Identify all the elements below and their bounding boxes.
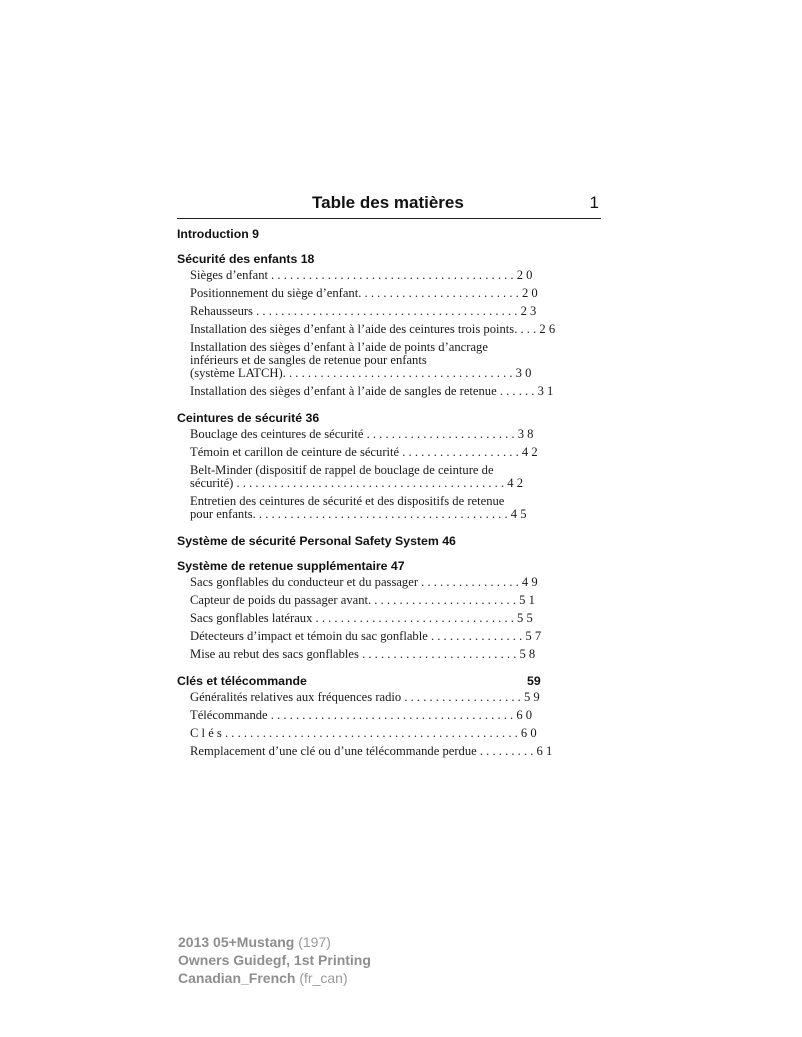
toc-entry[interactable] [190, 321, 627, 339]
footer-line-1 [178, 933, 371, 951]
toc-entry[interactable] [190, 285, 627, 303]
toc-entry-line: Capteur de poids du passager avant. . . . . . . . . . . . . . . . . . . . . . . . 5 1 [190, 593, 535, 607]
toc-section-heading[interactable] [177, 673, 627, 689]
footer-model: 2013 05+Mustang [178, 934, 295, 950]
toc-entry-line: Remplacement d’une clé ou d’une télécommande perdue . . . . . . . . . 6 1 [190, 744, 553, 758]
toc-entry[interactable] [190, 267, 627, 285]
section-title: Système de sécurité Personal Safety System 46 [177, 534, 456, 548]
footer-line-3 [178, 969, 371, 987]
toc-entry-line: Sacs gonflables latéraux . . . . . . . . . . . . . . . . . . . . . . . . . . . . . . . . 5 5 [190, 611, 533, 625]
toc-section-heading[interactable] [177, 226, 627, 242]
toc-entry-line: Détecteurs d’impact et témoin du sac gonflable . . . . . . . . . . . . . . . 5 7 [190, 629, 542, 643]
section-title: Introduction 9 [177, 227, 259, 241]
toc-section-heading[interactable] [177, 558, 627, 574]
toc-entry-line: Installation des sièges d’enfant à l’aide de points d’ancrage [190, 340, 488, 354]
toc-entry[interactable] [190, 303, 627, 321]
toc-section-heading[interactable] [177, 410, 627, 426]
toc-entry[interactable] [190, 628, 627, 646]
toc-entry[interactable] [190, 725, 627, 743]
toc-entry-line: C l é s . . . . . . . . . . . . . . . . . . . . . . . . . . . . . . . . . . . . . . . . . . . . . . . 6 0 [190, 726, 537, 740]
footer-line-2 [178, 951, 371, 969]
toc-entry[interactable] [190, 339, 627, 383]
toc-entry-line: inférieurs et de sangles de retenue pour enfants [190, 353, 427, 367]
toc-entry[interactable] [190, 493, 627, 524]
toc-entry[interactable] [190, 383, 627, 401]
toc-entry-line: sécurité) . . . . . . . . . . . . . . . . . . . . . . . . . . . . . . . . . . . . . . . . . . . 4 2 [190, 476, 524, 490]
page-number: 1 [589, 193, 599, 212]
section-title: Système de retenue supplémentaire 47 [177, 559, 405, 573]
toc-entry-line: Témoin et carillon de ceinture de sécurité . . . . . . . . . . . . . . . . . . . 4 2 [190, 445, 538, 459]
toc-entry[interactable] [190, 689, 627, 707]
toc-entry-line: Mise au rebut des sacs gonflables . . . . . . . . . . . . . . . . . . . . . . . . . 5 8 [190, 647, 536, 661]
toc-entry[interactable] [190, 646, 627, 664]
toc-entry-line: Généralités relatives aux fréquences radio . . . . . . . . . . . . . . . . . . . 5 9 [190, 690, 540, 704]
table-of-contents [177, 226, 627, 761]
toc-entry[interactable] [190, 444, 627, 462]
toc-section-heading[interactable] [177, 251, 627, 267]
footer-model-code: (197) [294, 934, 331, 950]
toc-entry[interactable] [190, 462, 627, 493]
toc-entry-line: (système LATCH). . . . . . . . . . . . . . . . . . . . . . . . . . . . . . . . . . . . . 3 0 [190, 366, 532, 380]
toc-entry-line: Bouclage des ceintures de sécurité . . . . . . . . . . . . . . . . . . . . . . . . 3 8 [190, 427, 534, 441]
toc-entry[interactable] [190, 743, 627, 761]
toc-entry[interactable] [190, 574, 627, 592]
toc-entry-line: Installation des sièges d’enfant à l’aide de sangles de retenue . . . . . . 3 1 [190, 384, 554, 398]
toc-entry-line: Rehausseurs . . . . . . . . . . . . . . . . . . . . . . . . . . . . . . . . . . . . . . . . . . 2 3 [190, 304, 537, 318]
toc-entry[interactable] [190, 707, 627, 725]
section-title: Sécurité des enfants 18 [177, 252, 315, 266]
toc-entry[interactable] [190, 610, 627, 628]
toc-entry-line: Télécommande . . . . . . . . . . . . . . . . . . . . . . . . . . . . . . . . . . . . . . . 6 0 [190, 708, 533, 722]
toc-entry-line: Sacs gonflables du conducteur et du passager . . . . . . . . . . . . . . . . 4 9 [190, 575, 538, 589]
section-title: Ceintures de sécurité 36 [177, 411, 320, 425]
section-title: Clés et télécommande [177, 674, 307, 688]
toc-entry[interactable] [190, 592, 627, 610]
toc-entry-line: Belt-Minder (dispositif de rappel de bouclage de ceinture de [190, 463, 494, 477]
page-title: Table des matières [312, 193, 464, 212]
section-page-number: 59 [527, 674, 541, 688]
footer-language: Canadian_French [178, 970, 296, 986]
toc-entry-line: Sièges d’enfant . . . . . . . . . . . . . . . . . . . . . . . . . . . . . . . . . . . . . . . 2 0 [190, 268, 533, 282]
toc-entry-line: Installation des sièges d’enfant à l’aide des ceintures trois points. . . . 2 6 [190, 322, 556, 336]
print-footer [178, 933, 371, 987]
toc-entry[interactable] [190, 426, 627, 444]
toc-entry-line: pour enfants. . . . . . . . . . . . . . . . . . . . . . . . . . . . . . . . . . . . . . . . . 4 5 [190, 507, 527, 521]
footer-language-code: (fr_can) [295, 970, 348, 986]
toc-entry-line: Positionnement du siège d’enfant. . . . . . . . . . . . . . . . . . . . . . . . . . 2 0 [190, 286, 538, 300]
toc-entry-line: Entretien des ceintures de sécurité et des dispositifs de retenue [190, 494, 505, 508]
page-header [177, 192, 601, 219]
toc-section-heading[interactable] [177, 533, 627, 549]
footer-printing: Owners Guidegf, 1st Printing [178, 952, 371, 968]
